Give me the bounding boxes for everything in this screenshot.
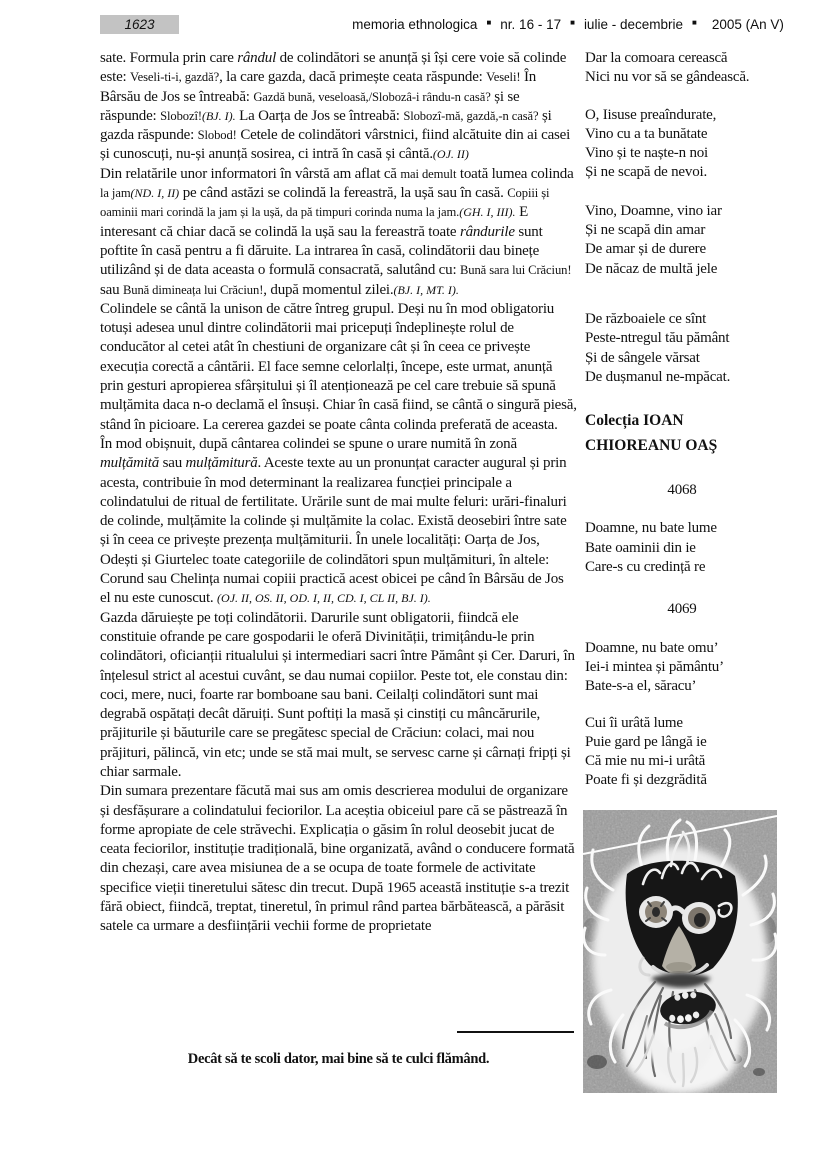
mask-photo (583, 810, 777, 1093)
footnote-rule (457, 1031, 574, 1033)
page-number: 1623 (124, 17, 155, 32)
collection-title-line: CHIOREANU OAŞ (585, 437, 718, 455)
article-column (100, 49, 577, 937)
journal-title: memoria ethnologica (352, 16, 478, 32)
article-paragraph: Din sumara prezentare făcută mai sus am omis descrierea modului de organizare și desfășurare a colindatului feciorilor. La aceștia obiceiul pare că se păstrează în forme apropiate de cele străvechi. Explicația o găsim în rolul deosebit jucat de ceata feciorilor, instituție tradițională, bine organizată, având o conducere formată din chezași, care avea misiunea de a se ocupa de toate formele de activitate specifice vieții tineretului sătesc din trecut. După 1965 această instituție s-a trezit fără obiect, fiindcă, treptat, tineretul, în primul rând partea bărbătească, a părăsit satele ca urmare a desființării vechii forme de proprietate (100, 783, 575, 935)
journal-header (348, 14, 788, 34)
separator-square-icon: ■ (691, 18, 697, 27)
article-paragraph: Din relatările unor informatori în vârstă am aflat că mai demult toată lumea colinda la jam(ND. I, II) pe când astăzi se colindă la fereastră, la ușă sau în casă. Copiii și oaminii mari corindă la jam și la ușă, da pă timpuri corinda numa la jam.(GH. I, III). E interesant că chiar dacă se colindă la ușă sau la fereastră toate rândurile sunt poftite în casă pentru a fi dăruite. La intrarea în casă, colindătorii dau binețe utilizând și de data aceasta o formulă consacrată, salutând cu: Bună sara lui Crăciun! sau Bună dimineața lui Crăciun!, după momentul zilei.(BJ. I, MT. I). (100, 165, 574, 298)
poem-stanza: De războaiele ce sînt Peste-ntregul tău pământ Și de sângele vărsat De dușmanul ne-mpăcat. (585, 310, 731, 385)
poem-stanza: Cui îi urâtă lume Puie gard pe lângă ie Că mie nu mi-i urâtă Poate fi și dezgrădită (585, 714, 707, 789)
article-paragraph: Colindele se cântă la unison de către întreg grupul. Deși nu în mod obligatoriu totuși adesea unul dintre colindătorii mai pricepuți îndeplinește rolul de conducător al cetei atât în chestiuni de organizare cât și în ceea ce privește execuția corectă a cântării. El face semne celorlalți, începe, este urmat, anunță prin gesturi apropierea sfârșitului și îl atenționează pe cel care trebuie să spună mulțămita daca n-o declamă el însuși. Chiar în casă fiind, se cântă o singură piesă, stând în picioare. La cererea gazdei se poate cânta colinda preferată de aceasta. (100, 300, 577, 433)
issue-year: 2005 (An V) (711, 16, 784, 32)
poem-stanza: Vino, Doamne, vino iar Și ne scapă din amar De amar și de durere De năcaz de multă jele (585, 202, 722, 277)
poem-number: 4069 (667, 601, 697, 618)
article-paragraph: sate. Formula prin care rândul de colindători se anunță și își cere voie să colinde este: Veseli-ti-i, gazdă?, la care gazda, dacă primește ceata răspunde: Veseli! În Bârsău de Jos se întreabă: Gazdă bună, veseloasă,/Slobozâ-i rându-n casă? și se răspunde: Slobozî!(BJ. I). La Oarța de Jos se întreabă: Slobozî-mă, gazdă,-n casă? și gazda răspunde: Slobod! Cetele de colindători vârstnici, fiind alcătuite din ai casei și cunoscuți, nu-și anunță sosirea, ci intră în casă și cântă.(OJ. II) (100, 50, 571, 163)
proverb: Decât să te scoli dator, mai bine să te culci flămând. (187, 1051, 490, 1067)
collection-title (585, 408, 779, 458)
collection-title-line: Colecția IOAN (585, 412, 684, 430)
poem-stanza: Doamne, nu bate lume Bate oaminii din ie Care-s cu credință re (585, 520, 717, 576)
mask-photo-svg (583, 810, 777, 1093)
article-paragraph: Gazda dăruiește pe toți colindătorii. Darurile sunt obligatorii, fiindcă ele constituie ofrande pe care gospodarii le oferă Divinității, trimițându-le prin colindători, oficianții ritualului și intermediari sacri între Pământ și Cer. Daruri, în înțelesul strict al acestui cuvânt, se dau numai copiilor. Peste tot, ele constau din: coci, mere, nuci, foarte rar bomboane sau bani. Ceilalți colindători sunt mai degrabă ospătați decât dăruiți. Sunt poftiți la masă și cinstiți cu mâncărurile, prăjiturile și băuturile care se pregătesc special de Crăciun: colaci, mai nou prăjituri, pălincă, vin etc; unde se stă mai mult, se servesc carne și cârnați fripți și chiar sarmale. (100, 609, 575, 780)
page-number-box (100, 15, 179, 34)
poem-stanza: O, Iisuse preaîndurate, Vino cu a ta bunătate Vino și te naște-n noi Și ne scapă de nevoi. (585, 106, 717, 181)
article-paragraph: În mod obișnuit, după cântarea colindei se spune o urare numită în zonă mulțămită sau mulțămitură. Aceste texte au un pronunțat caracter augural și prin acesta, contribuie în mod determinant la realizarea funcției principale a colindatului de ritual de fertilitate. Urările sunt de mai multe feluri: urări-finaluri de colinde, mulțămite la colinde și mulțămite la colac. Există deosebiri între sate și în ceea ce privește prezența mulțămiturii. În unele localități: Oarța de Jos, Odești și Giurtelec toate categoriile de colindători spun mulțămituri, în altele: Corund sau Chelința numai copiii practică acest obicei pe când în Bârsău de Jos el nu este cunoscut. (OJ. II, OS. II, OD. I, II, CD. I, CL II, BJ. I). (100, 435, 567, 607)
separator-square-icon: ■ (570, 18, 575, 27)
issue-period: iulie - decembrie (583, 16, 683, 32)
poem-stanza: Doamne, nu bate omu’ Iei-i mintea și pământu’ Bate-s-a el, săracu’ (585, 639, 724, 695)
poem-column (585, 49, 779, 791)
poem-stanza: Dar la comoara cerească Nici nu vor să se gândească. (585, 50, 750, 86)
issue-number: nr. 16 - 17 (500, 16, 562, 32)
poem-number: 4068 (667, 482, 697, 499)
separator-square-icon: ■ (486, 18, 492, 27)
